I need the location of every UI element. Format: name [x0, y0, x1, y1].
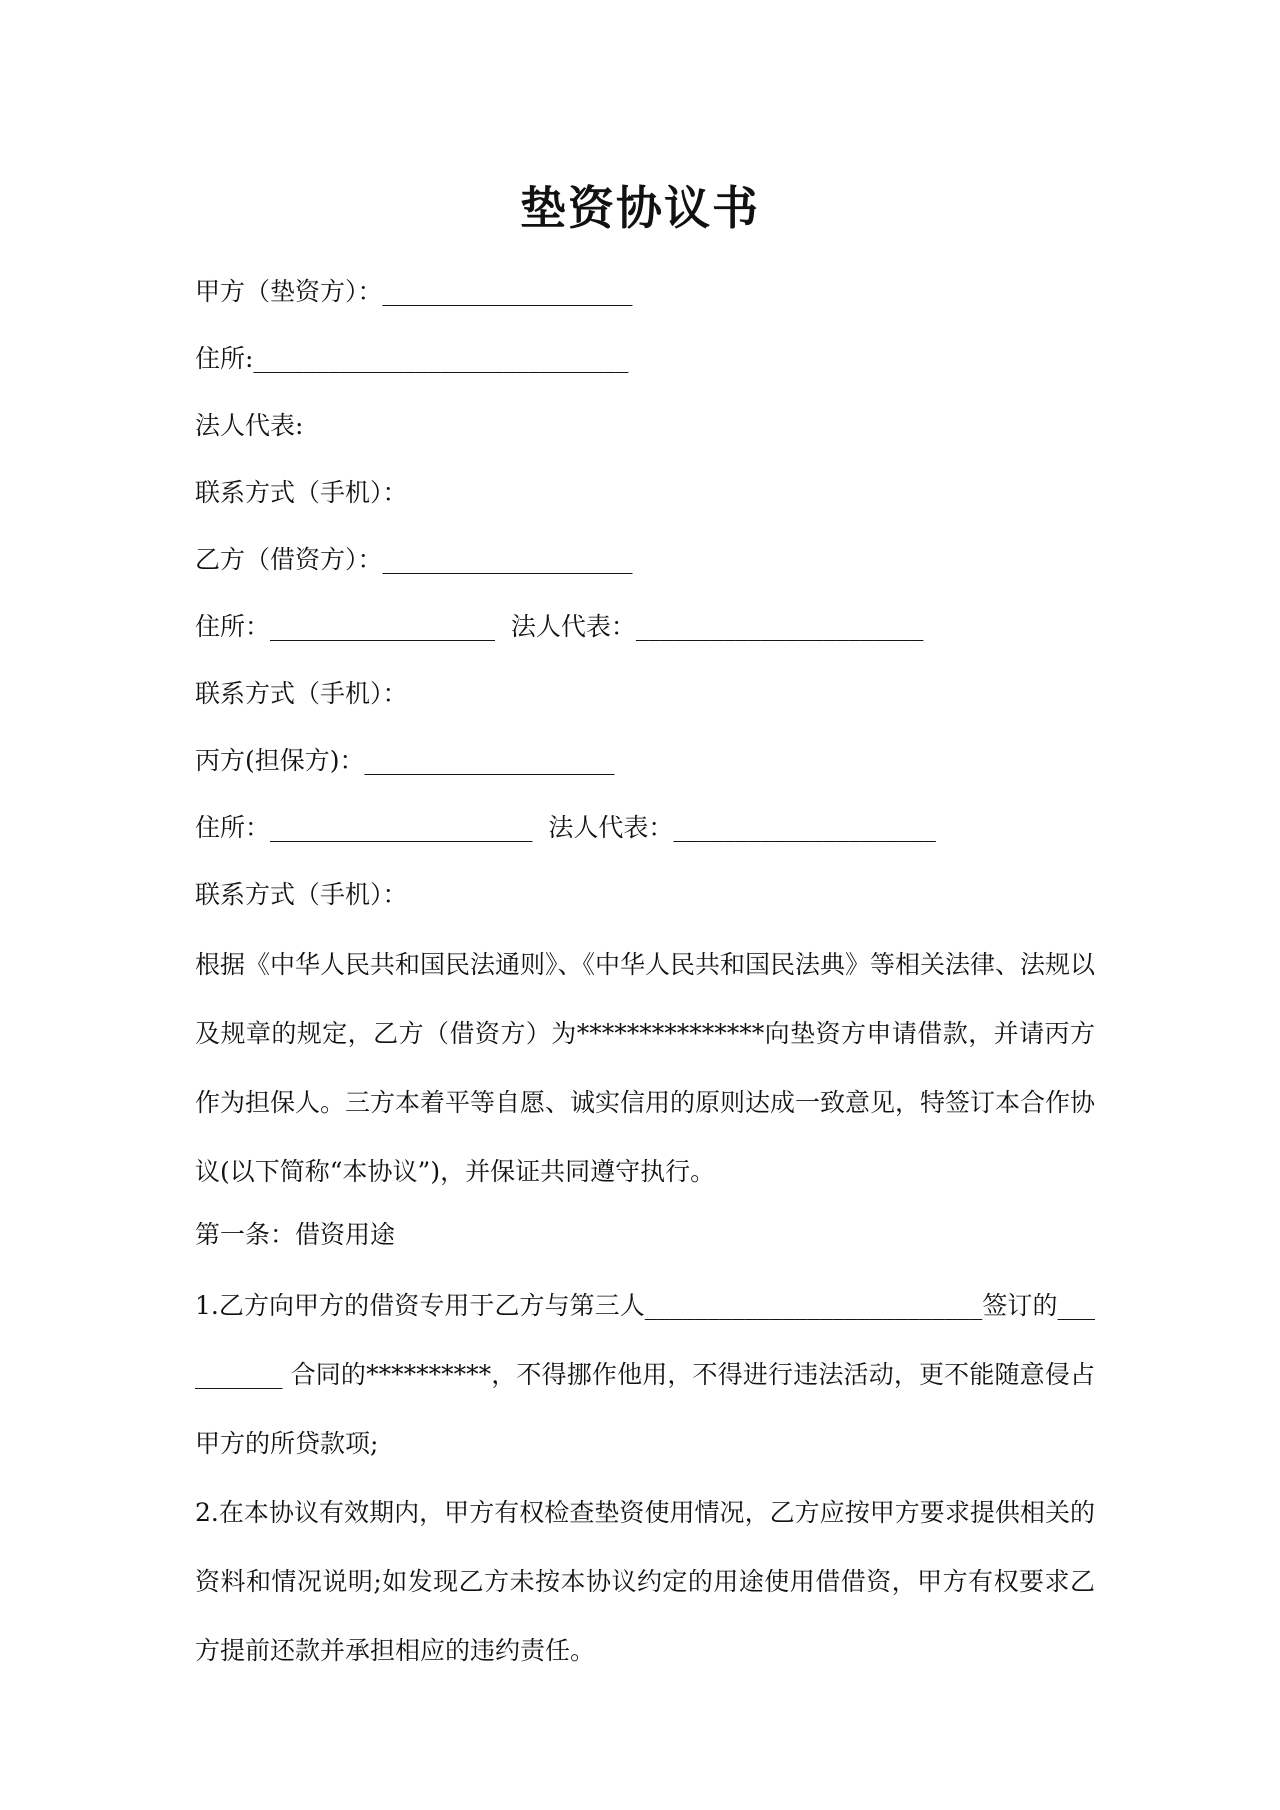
party-b-name-line: 乙方（借资方）：____________________: [195, 545, 633, 574]
party-b-address-line: 住所：__________________ 法人代表：_______________________: [195, 612, 924, 641]
clause-1-paragraph: 1.乙方向甲方的借资专用于乙方与第三人___________________________签订的__________ 合同的**********，不得挪作他用，不得进行违法活动，更不能随意侵占甲方的所贷款项;: [195, 1291, 1095, 1458]
party-c-name-line: 丙方(担保方)：____________________: [195, 746, 615, 775]
article-1-heading: 第一条：借资用途: [195, 1220, 396, 1249]
party-a-representative-line: 法人代表:: [195, 411, 304, 440]
party-b-contact-line: 联系方式（手机）：: [195, 679, 408, 708]
clause-2-paragraph: 2.在本协议有效期内，甲方有权检查垫资使用情况，乙方应按甲方要求提供相关的资料和情况说明;如发现乙方未按本协议约定的用途使用借借资，甲方有权要求乙方提前还款并承担相应的违约责任。: [195, 1498, 1095, 1665]
party-a-address-line: 住所:______________________________: [195, 344, 629, 373]
party-a-name-line: 甲方（垫资方）：____________________: [195, 277, 633, 306]
party-c-contact-line: 联系方式（手机）：: [195, 880, 408, 909]
party-c-address-line: 住所：_____________________ 法人代表：_____________________: [195, 813, 936, 842]
preamble-paragraph: 根据《中华人民共和国民法通则》、《中华人民共和国民法典》等相关法律、法规以及规章的规定，乙方（借资方）为***************向垫资方申请借款，并请丙方作为担保人。三方本着平等自愿、诚实信用的原则达成一致意见，特签订本合作协议(以下简称“本协议”)，并保证共同遵守执行。: [195, 950, 1096, 1186]
party-a-contact-line: 联系方式（手机）：: [195, 478, 408, 507]
document-title: 垫资协议书: [520, 181, 760, 235]
